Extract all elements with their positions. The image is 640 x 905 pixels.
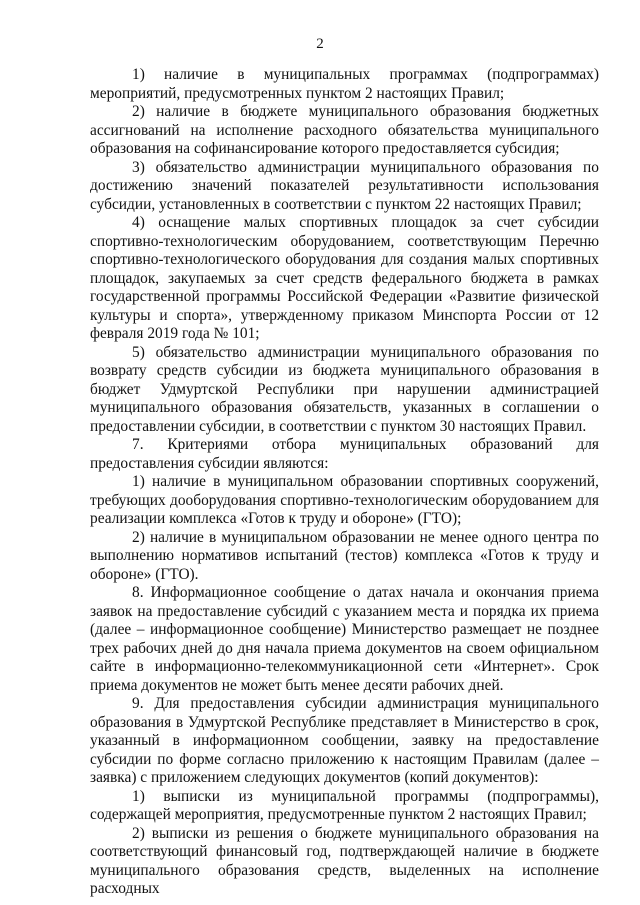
paragraph-criterion-1: 1) наличие в муниципальном образовании спортивных сооружений, требующих дооборудования спортивно-технологическим оборудованием для реализации комплекса «Готов к труду и обороне» (ГТО); xyxy=(90,473,599,527)
paragraph-item-1: 1) наличие в муниципальных программах (подпрограммах) мероприятий, предусмотренных пунктом 2 настоящих Правил; xyxy=(90,66,599,102)
paragraph-item-4: 4) оснащение малых спортивных площадок за счет субсидии спортивно-технологическим оборудованием, соответствующим Перечню спортивно-технологического оборудования для создания малых спортивных площадок, закупаемых за счет средств федерального бюджета в рамках государственной программы Российской Федерации «Развитие физической культуры и спорта», утвержденному приказом Минспорта России от 12 февраля 2019 года № 101; xyxy=(90,214,599,342)
paragraph-section-9: 9. Для предоставления субсидии администрация муниципального образования в Удмуртской Республике представляет в Министерство в срок, указанный в информационном сообщении, заявку на предоставление субсидии по форме согласно приложению к настоящим Правилам (далее – заявка) с приложением следующих документов (копий документов): xyxy=(90,695,599,786)
page-number: 2 xyxy=(316,36,324,52)
paragraph-criterion-2: 2) наличие в муниципальном образовании не менее одного центра по выполнению нормативов испытаний (тестов) комплекса «Готов к труду и обороне» (ГТО). xyxy=(90,528,599,583)
paragraph-section-8: 8. Информационное сообщение о датах начала и окончания приема заявок на предоставление субсидий с указанием места и порядка их приема (далее – информационное сообщение) Министерство размещает не позднее трех рабочих дней до дня начала приема документов на своем официальном сайте в информационно-телекоммуникационной сети «Интернет». Срок приема документов не может быть менее десяти рабочих дней. xyxy=(90,584,599,694)
paragraph-item-2: 2) наличие в бюджете муниципального образования бюджетных ассигнований на исполнение расходного обязательства муниципального образования на софинансирование которого предоставляется субсидия; xyxy=(90,103,599,157)
paragraph-document-1: 1) выписки из муниципальной программы (подпрограммы), содержащей мероприятия, предусмотренные пунктом 2 настоящих Правил; xyxy=(90,787,599,823)
paragraph-item-5: 5) обязательство администрации муниципального образования по возврату средств субсидии из бюджета муниципального образования в бюджет Удмуртской Республики при нарушении администрацией муниципального образования обязательств, указанных в соглашении о предоставлении субсидии, в соответствии с пунктом 30 настоящих Правил. xyxy=(90,343,599,435)
paragraph-section-7: 7. Критериями отбора муниципальных образований для предоставления субсидии являются: xyxy=(90,436,599,472)
document-body xyxy=(90,66,599,899)
paragraph-item-3: 3) обязательство администрации муниципального образования по достижению значений показателей результативности использования субсидии, установленных в соответствии с пунктом 22 настоящих Правил; xyxy=(90,158,599,213)
paragraph-document-2: 2) выписки из решения о бюджете муниципального образования на соответствующий финансовый год, подтверждающей наличие в бюджете муниципального образования средств, выделенных на исполнение расходных xyxy=(90,824,599,897)
